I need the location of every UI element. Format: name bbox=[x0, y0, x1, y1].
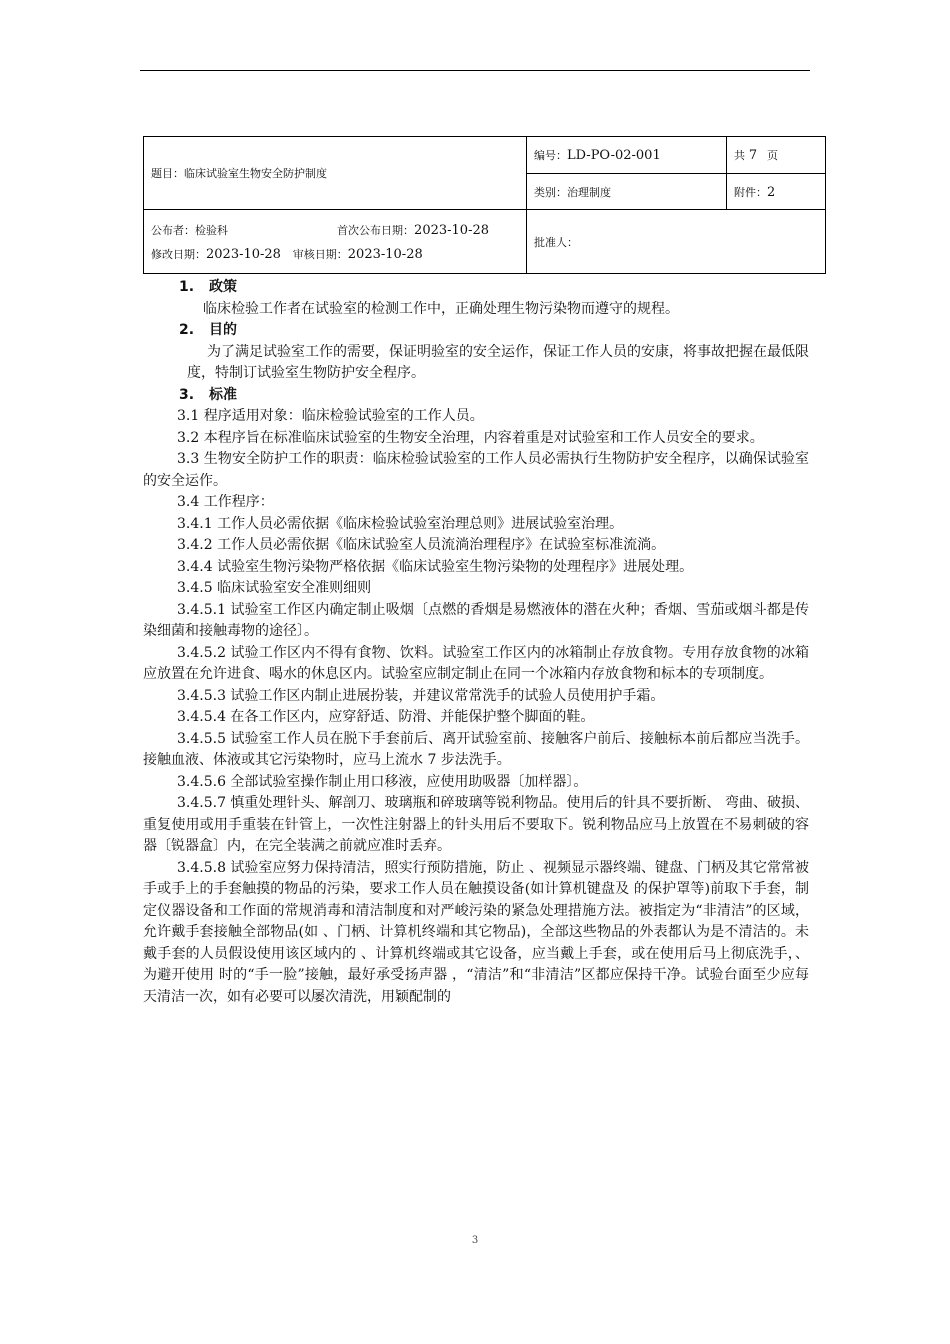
category-value: 治理制度 bbox=[567, 185, 611, 199]
review-date: 2023-10-28 bbox=[347, 246, 423, 262]
publisher-label: 公布者： bbox=[151, 223, 195, 237]
paragraph: 3.4.4 试验室生物污染物严格依据《临床试验室生物污染物的处理程序》进展处理。 bbox=[177, 558, 694, 575]
section-number: 1. bbox=[179, 279, 195, 295]
paragraph: 3.4.1 工作人员必需依据《临床检验试验室治理总则》进展试验室治理。 bbox=[177, 515, 624, 532]
attachment-value: 2 bbox=[767, 184, 776, 200]
section-number: 2. bbox=[179, 322, 195, 338]
title-cell bbox=[144, 137, 527, 210]
total-prefix: 共 bbox=[734, 149, 745, 162]
paragraph: 3.3 生物安全防护工作的职责：临床检验试验室的工作人员必需执行生物防护安全程序，以确保试验室的安全运作。 bbox=[143, 451, 809, 489]
attachment-label: 附件： bbox=[734, 185, 767, 199]
section-heading bbox=[143, 277, 809, 299]
paragraph: 3.2 本程序旨在标准临床试验室的生物安全治理，内容着重是对试验室和工作人员安全的要求。 bbox=[177, 429, 764, 446]
section-title: 政策 bbox=[209, 279, 237, 295]
page-number: 3 bbox=[471, 1235, 479, 1246]
paragraph: 3.4.5.3 试验工作区内制止进展扮装，并建议常常洗手的试验人员使用护手霜。 bbox=[177, 687, 665, 704]
document-code: LD-PO-02-001 bbox=[567, 148, 661, 163]
publisher-value: 检验科 bbox=[195, 223, 228, 237]
paragraph: 3.4 工作程序： bbox=[177, 494, 274, 510]
document-header-table bbox=[143, 136, 826, 274]
paragraph: 临床检验工作者在试验室的检测工作中，正确处理生物污染物而遵守的规程。 bbox=[203, 300, 679, 317]
title-label: 题目： bbox=[151, 167, 184, 180]
paragraph: 3.4.5.7 慎重处理针头、解剖刀、玻璃瓶和碎玻璃等锐利物品。使用后的针具不要折断、 弯曲、破损、重复使用或用手重装在针管上，一次性注射器上的针头用后不要取下。锐利物品应马上放置在不易刺破的容器〔锐器盒〕内，在完全装满之前就应准时丢弃。 bbox=[143, 795, 809, 854]
paragraph: 3.4.5 临床试验室安全准则细则 bbox=[177, 580, 372, 596]
approver-cell bbox=[527, 210, 826, 274]
first-publish-date: 2023-10-28 bbox=[414, 222, 489, 238]
paragraph: 3.4.5.2 试验工作区内不得有食物、饮料。试验室工作区内的冰箱制止存放食物。专用存放食物的冰箱应放置在允许进食、喝水的休息区内。试验室应制定制止在同一个冰箱内存放食物和标本的专项制度。 bbox=[143, 644, 809, 682]
revise-date: 2023-10-28 bbox=[206, 246, 281, 262]
paragraph: 3.4.5.8 试验室应努力保持清洁，照实行预防措施，防止 、视频显示器终端、键盘、门柄及其它常常被手或手上的手套触摸的物品的污染，要求工作人员在触摸设备(如计算机键盘及 的保护罩等)前取下手套，制定仪器设备和工作面的常规消毒和清洁制度和对严峻污染的紧急处理措施方法。被指定为“非清洁”的区域，允许戴手套接触全部物品(如 、门柄、计算机终端和其它物品)，全部这些物品的外表都认为是不清洁的。未戴手套的人员假设使用该区域内的 、计算机终端或其它设备，应当戴上手套，或在使用后马上彻底洗手，、为避开使用 时的“手一脸”接触，最好承受扬声器 ，“清洁”和“非清洁”区都应保持干净。试验台面至少应每天清洁一次，如有必要可以屡次清洗，用颖配制的 bbox=[143, 859, 809, 1005]
approver-label: 批准人： bbox=[534, 235, 578, 249]
revise-label: 修改日期： bbox=[151, 247, 206, 261]
top-rule bbox=[140, 70, 810, 71]
code-label: 编号： bbox=[534, 149, 567, 162]
paragraph: 3.4.5.1 试验室工作区内确定制止吸烟〔点燃的香烟是易燃液体的潜在火种；香烟、雪茄或烟斗都是传染细菌和接触毒物的途径〕。 bbox=[143, 601, 809, 639]
paragraph: 3.4.5.6 全部试验室操作制止用口移液，应使用助吸器〔加样器〕。 bbox=[177, 773, 588, 790]
paragraph: 3.4.5.4 在各工作区内，应穿舒适、防滑、并能保护整个脚面的鞋。 bbox=[177, 709, 595, 725]
paragraph: 3.1 程序适用对象：临床检验试验室的工作人员。 bbox=[177, 408, 484, 424]
section-title: 目的 bbox=[209, 322, 237, 338]
section-heading bbox=[143, 320, 809, 342]
paragraph: 3.4.5.5 试验室工作人员在脱下手套前后、离开试验室前、接触客户前后、接触标本前后都应当洗手。接触血液、体液或其它污染物时，应马上流水 7 步法洗手。 bbox=[143, 730, 809, 768]
section-heading bbox=[143, 385, 809, 407]
document-body bbox=[143, 277, 809, 1008]
paragraph: 为了满足试验室工作的需要，保证明验室的安全运作，保证工作人员的安康，将事故把握在最低限度，特制订试验室生物防护安全程序。 bbox=[187, 343, 809, 381]
publish-info-cell bbox=[144, 210, 527, 274]
paragraph: 3.4.2 工作人员必需依据《临床试验室人员流淌治理程序》在试验室标准流淌。 bbox=[177, 537, 666, 553]
document-title: 临床试验室生物安全防护制度 bbox=[184, 167, 327, 180]
total-pages-cell bbox=[727, 137, 826, 174]
category-label: 类别： bbox=[534, 185, 567, 199]
attachment-cell bbox=[727, 174, 826, 210]
total-suffix: 页 bbox=[766, 149, 778, 162]
code-cell bbox=[527, 137, 727, 174]
section-title: 标准 bbox=[209, 386, 237, 403]
section-number: 3. bbox=[179, 386, 195, 403]
review-label: 审核日期： bbox=[292, 247, 348, 261]
first-publish-label: 首次公布日期： bbox=[337, 223, 415, 237]
total-pages: 7 bbox=[748, 148, 758, 163]
category-cell bbox=[527, 174, 727, 210]
